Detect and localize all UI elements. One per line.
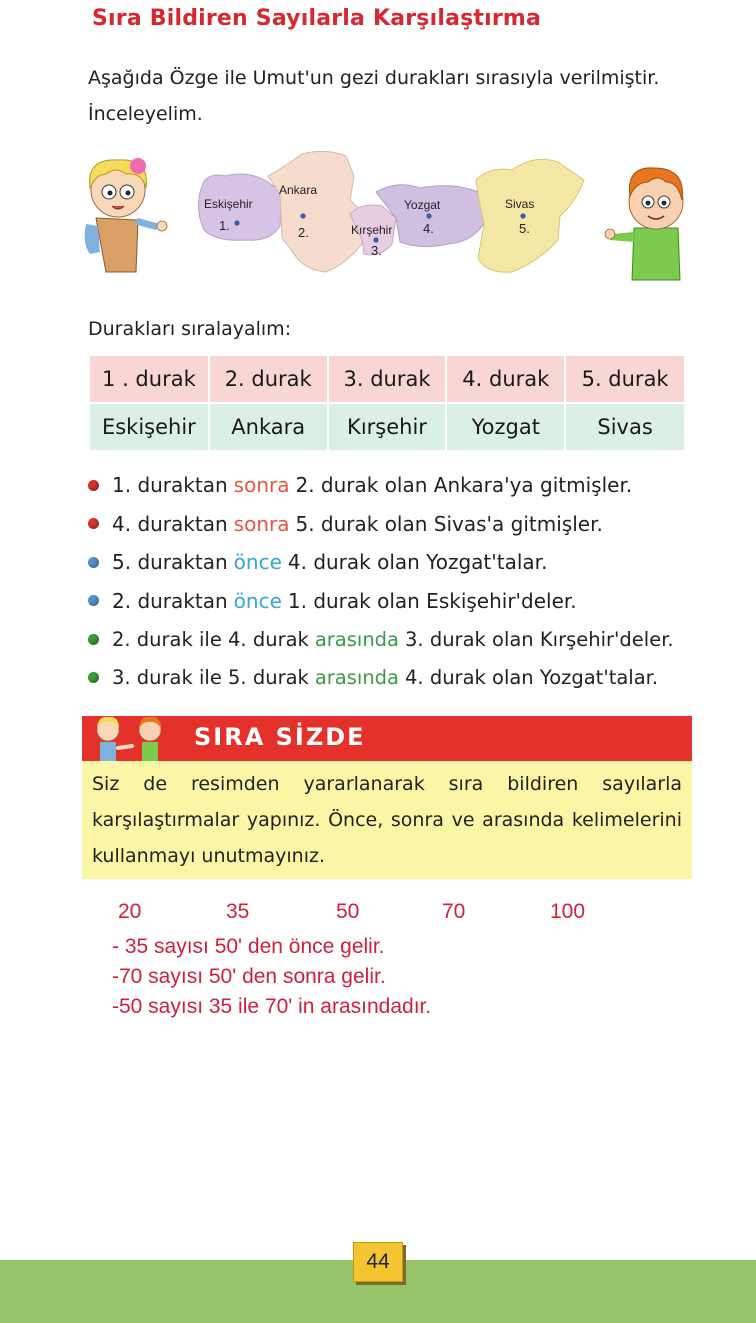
- sira-sizde-instructions: Siz de resimden yararlanarak sıra bildiren sayılarla karşılaştırmalar yapınız. Önce, sonra ve arasında kelimelerini kullanmayı unutmayınız.: [92, 773, 682, 867]
- map-num-ankara: 2.: [298, 225, 309, 240]
- answer-number: 70: [442, 900, 466, 923]
- stop-city: Ankara: [209, 403, 328, 450]
- sira-sizde-title: SIRA SİZDE: [194, 723, 366, 751]
- statement-before: 2. duraktan: [112, 588, 228, 613]
- statement-keyword: sonra: [233, 511, 290, 536]
- stops-header-row: [90, 356, 684, 403]
- statement-keyword: önce: [233, 550, 282, 575]
- statement-item: [88, 659, 728, 698]
- stop-city: Kırşehir: [328, 403, 447, 450]
- statement-item: [88, 543, 728, 582]
- stop-city: Eskişehir: [90, 403, 209, 450]
- stop-header: 1 . durak: [90, 356, 209, 403]
- intro-text: Aşağıda Özge ile Umut'un gezi durakları sırasıyla verilmiştir. İnceleyelim.: [88, 67, 660, 125]
- statement-before: 2. durak ile 4. durak: [112, 627, 309, 651]
- map-pin-eskisehir: [234, 220, 239, 225]
- stop-header: 4. durak: [446, 356, 565, 403]
- stop-city: Yozgat: [446, 403, 565, 450]
- statement-item: [88, 505, 728, 544]
- answer-lines: [112, 932, 431, 1022]
- answer-number: 100: [550, 900, 586, 923]
- map-label-eskisehir: Eskişehir: [204, 197, 253, 211]
- map-pin-sivas: [520, 213, 525, 218]
- map-label-yozgat: Yozgat: [404, 198, 441, 212]
- statement-after: 1. durak olan Eskişehir'deler.: [287, 588, 577, 613]
- answer-line: -50 sayısı 35 ile 70' in arasındadır.: [112, 995, 432, 1018]
- map-region-ankara: [268, 151, 366, 272]
- statement-before: 5. duraktan: [112, 550, 228, 575]
- statement-keyword: önce: [233, 588, 282, 613]
- page-number: 44: [353, 1242, 403, 1282]
- statement-keyword: sonra: [233, 473, 290, 498]
- answer-number: 20: [118, 900, 142, 923]
- statement-item: [88, 620, 728, 659]
- statement-before: 3. durak ile 5. durak: [112, 666, 309, 690]
- statement-before: 4. duraktan: [112, 511, 228, 536]
- statement-list: [88, 466, 728, 697]
- answer-line: - 35 sayısı 50' den önce gelir.: [112, 935, 385, 958]
- stops-city-row: [90, 403, 684, 450]
- answer-line: -70 sayısı 50' den sonra gelir.: [112, 965, 386, 988]
- map-num-sivas: 5.: [519, 221, 530, 236]
- stop-header: 3. durak: [328, 356, 447, 403]
- stops-subheading: Durakları sıralayalım:: [88, 318, 292, 340]
- map-pin-ankara: [300, 213, 305, 218]
- route-map: [186, 146, 590, 282]
- map-pin-yozgat: [426, 213, 431, 218]
- statement-item: [88, 582, 728, 621]
- page-title: Sıra Bildiren Sayılarla Karşılaştırma: [92, 6, 542, 31]
- map-num-yozgat: 4.: [423, 221, 434, 236]
- stops-table: [90, 356, 684, 450]
- bullet-dot: [88, 557, 99, 568]
- map-pin-kirsehir: [373, 237, 378, 242]
- bullet-dot: [88, 595, 99, 606]
- bullet-dot: [88, 518, 99, 529]
- bullet-dot: [88, 480, 99, 491]
- statement-keyword: arasında: [314, 627, 400, 651]
- statement-keyword: arasında: [314, 666, 400, 690]
- map-label-ankara: Ankara: [279, 183, 318, 197]
- bullet-dot: [88, 672, 99, 683]
- bullet-dot: [88, 634, 99, 645]
- stop-city: Sivas: [565, 403, 684, 450]
- statement-after: 2. durak olan Ankara'ya gitmişler.: [295, 473, 633, 498]
- stop-header: 2. durak: [209, 356, 328, 403]
- stop-header: 5. durak: [565, 356, 684, 403]
- map-region-sivas: [476, 159, 584, 272]
- answer-number: 50: [336, 900, 360, 923]
- answer-number: 35: [226, 900, 250, 923]
- map-num-kirsehir: 3.: [371, 243, 382, 258]
- statement-after: 5. durak olan Sivas'a gitmişler.: [295, 511, 603, 536]
- map-label-sivas: Sivas: [505, 197, 535, 211]
- girl-illustration: [76, 154, 172, 282]
- statement-after: 4. durak olan Yozgat'talar.: [287, 550, 548, 575]
- statement-before: 1. duraktan: [112, 473, 228, 498]
- boy-illustration: [604, 160, 696, 282]
- map-label-kirsehir: Kırşehir: [351, 223, 393, 237]
- map-num-eskisehir: 1.: [219, 218, 230, 233]
- statement-after: 4. durak olan Yozgat'talar.: [405, 666, 659, 690]
- sira-sizde-banner: [82, 716, 692, 761]
- kids-pointing-icon: [92, 712, 170, 764]
- statement-after: 3. durak olan Kırşehir'deler.: [405, 627, 674, 651]
- statement-item: [88, 466, 728, 505]
